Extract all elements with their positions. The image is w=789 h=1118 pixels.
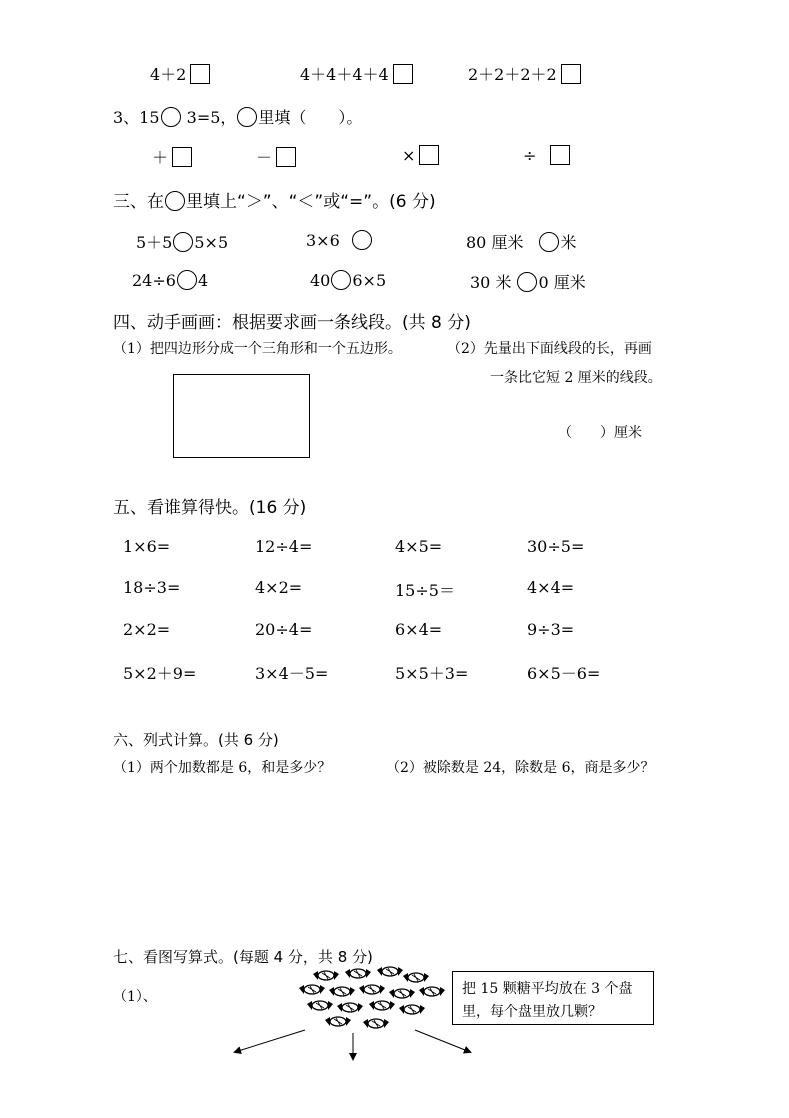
compare-r2-c: 30 米 0 厘米 (470, 273, 586, 292)
calc-problem: 4×5= (395, 537, 443, 556)
section3-title: 三、在 里填上“＞”、“＜”或“=”。(6 分) (113, 192, 436, 212)
candy-icon (389, 989, 415, 998)
circle-symbol (165, 191, 185, 211)
candy-icon (377, 967, 403, 976)
compare-circle[interactable] (539, 232, 559, 252)
candy-icon (329, 987, 355, 996)
answer-box[interactable] (419, 145, 439, 165)
section4-q2-line1: （2）先量出下面线段的长，再画 (447, 341, 652, 357)
compare-circle[interactable] (173, 232, 193, 252)
calc-problem: 30÷5= (527, 537, 585, 556)
candy-icon (337, 1003, 363, 1012)
problem-box (452, 971, 654, 1025)
calc-problem: 20÷4= (255, 620, 313, 639)
answer-box[interactable] (550, 145, 570, 165)
arrow-left (235, 1030, 305, 1052)
op-choice-plus: ＋ (152, 145, 192, 168)
length-answer: （ ）厘米 (558, 425, 642, 441)
compare-circle[interactable] (177, 270, 197, 290)
compare-r1-a: 5＋5 5×5 (136, 233, 229, 252)
candy-icon (307, 1001, 333, 1010)
candy-icon (369, 1001, 395, 1010)
q2-row1-item1: 4＋2 (150, 62, 210, 85)
calc-problem: 15÷5＝ (395, 581, 455, 600)
compare-r2-b: 40 6×5 (310, 271, 387, 290)
op-choice-divide: ÷ (523, 145, 570, 165)
q2-item3: 3、15 3=5， 里填（ ）。 (113, 108, 363, 127)
section4-q2-line2: 一条比它短 2 厘米的线段。 (490, 370, 662, 386)
calc-problem: 18÷3= (123, 578, 181, 597)
candy-icon (345, 969, 371, 978)
compare-r1-b: 3×6 (306, 230, 373, 250)
compare-circle[interactable] (352, 230, 372, 250)
calc-problem: 1×6= (123, 537, 171, 556)
section7-item1: （1）、 (113, 989, 157, 1005)
section4-q1: （1）把四边形分成一个三角形和一个五边形。 (113, 341, 402, 357)
answer-box[interactable] (172, 147, 192, 167)
candy-icon (299, 985, 325, 994)
candy-icon (399, 1005, 425, 1014)
arrow-right (415, 1030, 470, 1052)
arrows-graphic (225, 1025, 485, 1065)
calc-problem: 4×2= (255, 578, 303, 597)
compare-r2-a: 24÷6 4 (132, 271, 209, 290)
candy-icon (419, 987, 445, 996)
q2-row1-item2: 4＋4＋4＋4 (300, 62, 413, 85)
candy-icon (403, 973, 429, 982)
calc-problem: 5×2＋9= (123, 664, 197, 683)
calc-problem: 2×2= (123, 620, 171, 639)
problem-line1: 把 15 颗糖平均放在 3 个盘 (462, 981, 633, 997)
section4-title: 四、动手画画：根据要求画一条线段。(共 8 分) (113, 313, 471, 333)
section6-title: 六、列式计算。(共 6 分) (113, 731, 279, 749)
answer-box[interactable] (561, 64, 581, 84)
answer-circle[interactable] (161, 107, 181, 127)
problem-line2: 里，每个盘里放几颗？ (462, 1004, 602, 1020)
calc-problem: 3×4－5= (255, 664, 329, 683)
candy-icon (359, 985, 385, 994)
answer-box[interactable] (276, 147, 296, 167)
q2-row1-item3: 2＋2＋2＋2 (468, 62, 581, 85)
section6-q1: （1）两个加数都是 6，和是多少？ (113, 760, 332, 776)
compare-r1-c: 80 厘米 米 (466, 233, 577, 252)
circle-symbol (237, 107, 257, 127)
answer-box[interactable] (393, 64, 413, 84)
calc-problem: 4×4= (527, 578, 575, 597)
section7-title: 七、看图写算式。(每题 4 分，共 8 分) (113, 948, 373, 966)
calc-problem: 6×5－6= (527, 664, 601, 683)
op-choice-times: × (402, 145, 439, 165)
candy-icon (313, 971, 339, 980)
compare-circle[interactable] (517, 272, 537, 292)
quadrilateral-drawing[interactable] (173, 374, 310, 458)
section6-q2: （2）被除数是 24，除数是 6，商是多少？ (386, 760, 655, 776)
section5-title: 五、看谁算得快。(16 分) (113, 498, 307, 518)
op-choice-minus: － (256, 145, 296, 168)
calc-problem: 12÷4= (255, 537, 313, 556)
compare-circle[interactable] (331, 270, 351, 290)
calc-problem: 6×4= (395, 620, 443, 639)
calc-problem: 5×5＋3= (395, 664, 469, 683)
calc-problem: 9÷3= (527, 620, 575, 639)
answer-box[interactable] (190, 64, 210, 84)
